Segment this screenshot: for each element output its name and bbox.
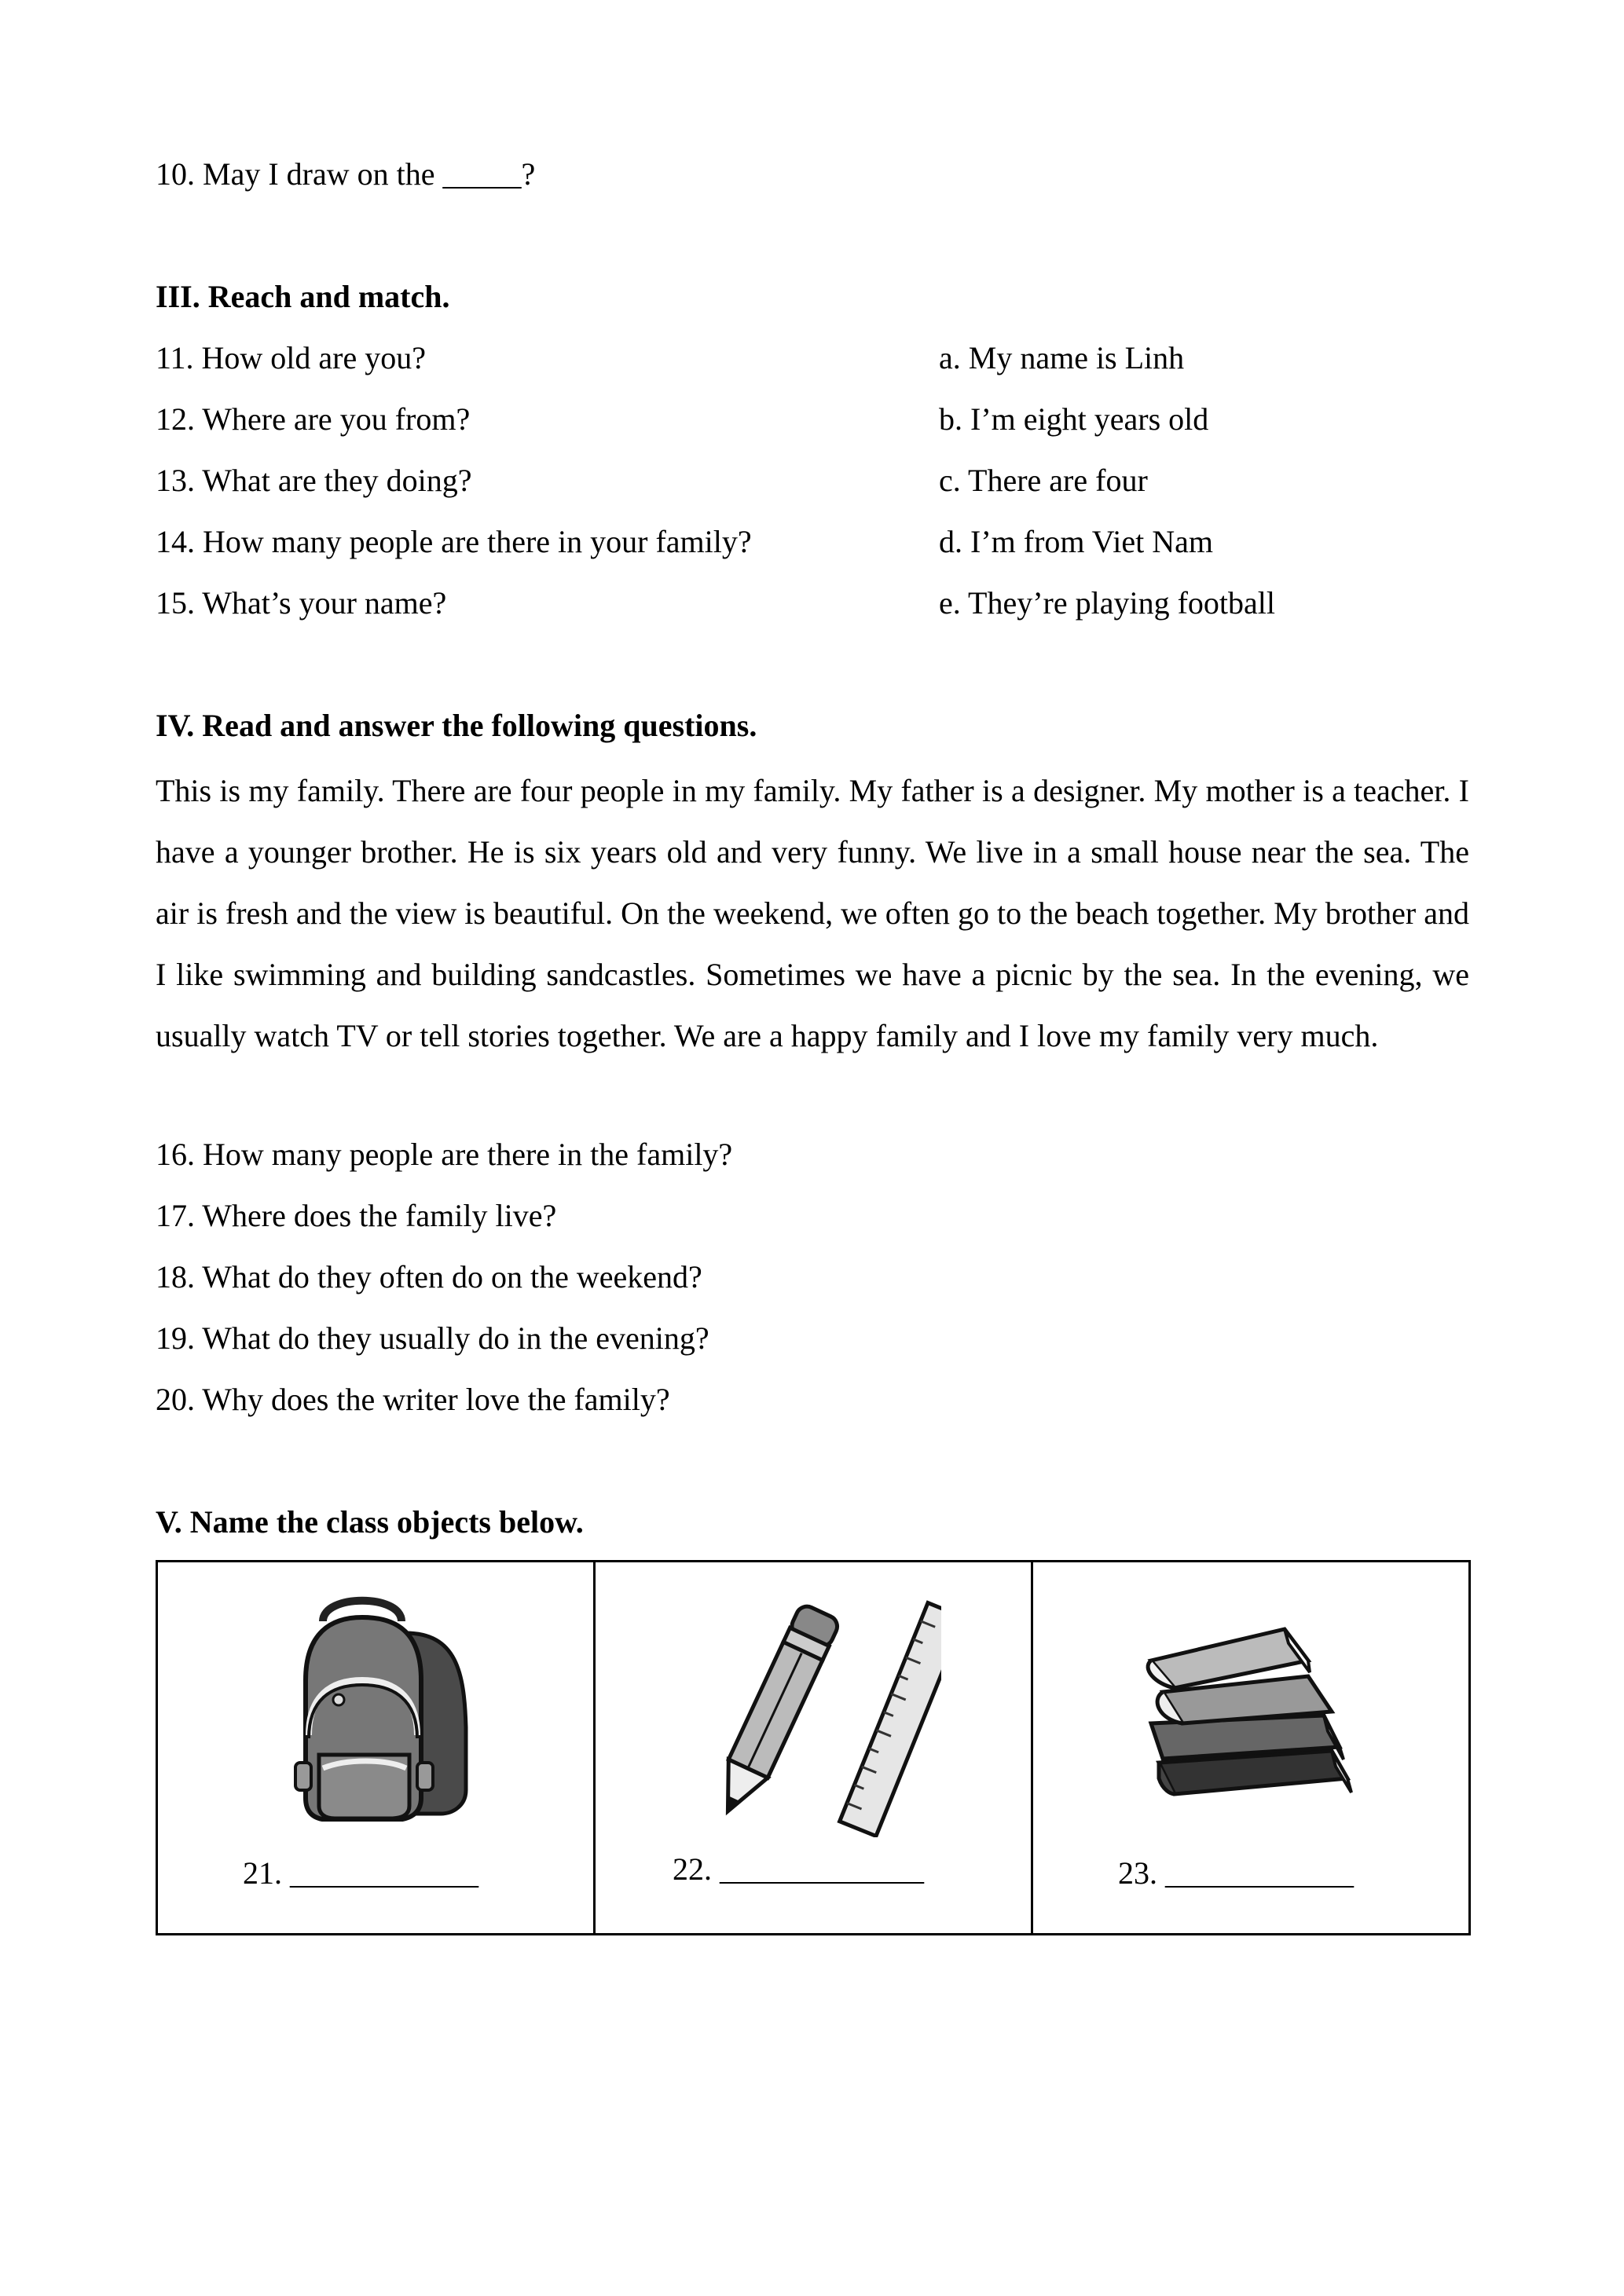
object-cell-23 xyxy=(1033,1562,1468,1933)
reading-question-18: 18. What do they often do on the weekend? xyxy=(156,1259,702,1294)
object-cell-21 xyxy=(158,1562,596,1933)
pencil-ruler-icon xyxy=(706,1586,941,1837)
reading-question-17: 17. Where does the family live? xyxy=(156,1198,557,1233)
match-answer-a: a. My name is Linh xyxy=(939,340,1185,375)
match-answer-c: c. There are four xyxy=(939,463,1148,498)
reading-question-19: 19. What do they usually do in the evening? xyxy=(156,1320,709,1356)
section-4-title: IV. Read and answer the following questions. xyxy=(156,708,757,743)
object-caption-23: 23. ____________ xyxy=(1118,1855,1354,1891)
object-caption-21: 21. ____________ xyxy=(243,1855,478,1891)
match-answer-d: d. I’m from Viet Nam xyxy=(939,524,1214,559)
match-question-14: 14. How many people are there in your family? xyxy=(156,524,752,559)
match-question-12: 12. Where are you from? xyxy=(156,401,471,437)
reading-passage: This is my family. There are four people in my family. My father is a designer. My mother is a teacher. I have a younger brother. He is six years old and very funny. We live in a small house near the sea. The air is fresh and the view is beautiful. On the weekend, we often go to the beach together. My brother and I like swimming and building sandcastles. Sometimes we have a picnic by the sea. In the evening, we usually watch TV or tell stories together. We are a happy family and I love my family very much. xyxy=(156,773,1469,1053)
object-caption-22: 22. _____________ xyxy=(673,1851,924,1887)
section-3-title: III. Reach and match. xyxy=(156,279,450,314)
match-question-11: 11. How old are you? xyxy=(156,340,426,375)
class-objects-table xyxy=(156,1560,1471,1935)
match-question-15: 15. What’s your name? xyxy=(156,585,447,621)
backpack-icon xyxy=(260,1586,480,1822)
question-10: 10. May I draw on the _____? xyxy=(156,156,536,192)
match-question-13: 13. What are they doing? xyxy=(156,463,472,498)
reading-question-20: 20. Why does the writer love the family? xyxy=(156,1382,670,1417)
match-answer-e: e. They’re playing football xyxy=(939,585,1276,621)
books-icon xyxy=(1127,1606,1379,1825)
section-5-title: V. Name the class objects below. xyxy=(156,1504,584,1540)
object-cell-22 xyxy=(596,1562,1033,1933)
reading-question-16: 16. How many people are there in the family? xyxy=(156,1137,733,1172)
match-answer-b: b. I’m eight years old xyxy=(939,401,1209,437)
